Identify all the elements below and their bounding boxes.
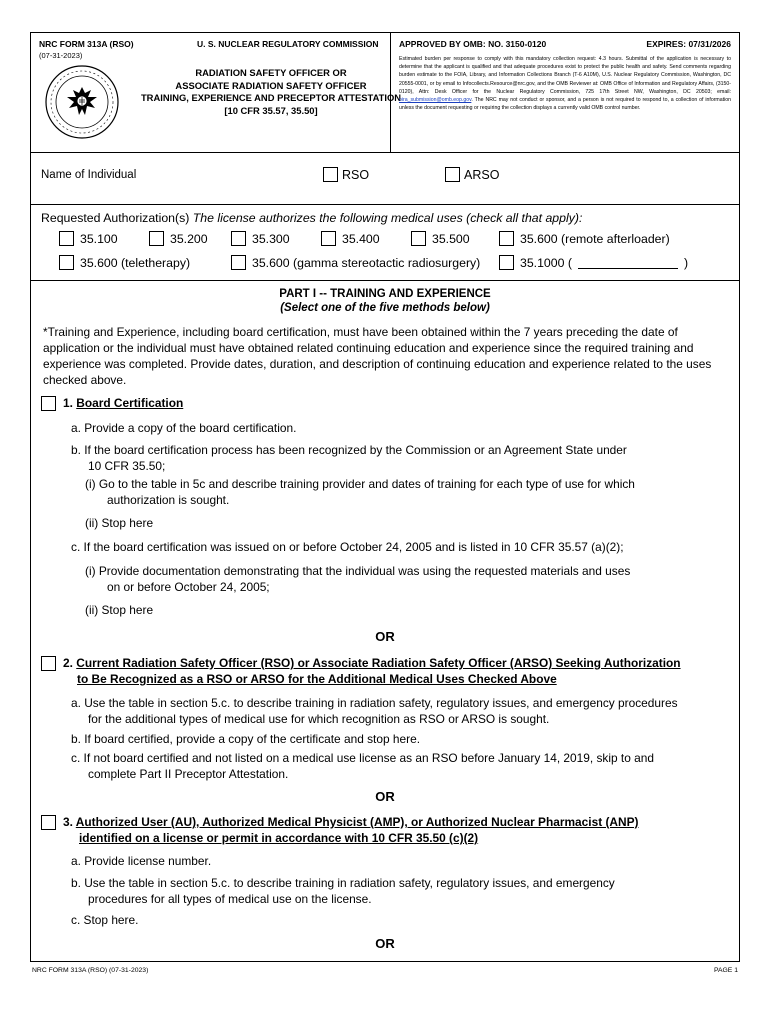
auth-35-200 [149,231,208,246]
auth-label: 35.1000 ( [520,255,572,270]
method-2-step-a: a. Use the table in section 5.c. to describe training in radiation safety, regulatory issues, and emergency procedures [71,696,678,710]
method-2-step-c: c. If not board certified and not listed on a medical use license as an RSO before January 14, 2019, skip to and [71,751,654,765]
auth-checkbox[interactable] [231,255,246,270]
auth-35-600-remote-afterloader [499,231,670,246]
omb-email-link[interactable]: oira_submission@omb.eop.gov [399,97,472,104]
method-number: 3. [63,815,73,829]
auth-checkbox[interactable] [499,231,514,246]
burden-tail: . The NRC may not conduct or sponsor, and a person is not required to respond to, a collection of information unless the document requesting or requiring the collection displays a currently valid OMB control number. [399,97,731,112]
method-1-step-b: b. If the board certification process has been recognized by the Commission or an Agreement State under [71,443,627,457]
auth-checkbox[interactable] [149,231,164,246]
method-1-step-b-cont: 10 CFR 35.50; [88,459,166,473]
method-title-cont: identified on a license or permit in accordance with 10 CFR 35.50 (c)(2) [79,831,479,845]
auth-35-300 [231,231,290,246]
burden-statement [399,55,731,112]
method-title: Current Radiation Safety Officer (RSO) or Associate Radiation Safety Officer (ARSO) Seeking Authorization [76,656,681,670]
method-3-au-amp-anp [41,815,638,831]
method-title: Board Certification [76,396,184,410]
part-1-subtitle: (Select one of the five methods below) [280,302,490,314]
form-title [101,67,441,117]
method-title-cont: to Be Recognized as a RSO or ARSO for the Additional Medical Uses Checked Above [77,672,557,686]
requested-authorizations [31,205,739,281]
method-1-step-b-i: (i) Go to the table in 5c and describe training provider and dates of training for each type of use for which [85,477,635,491]
part-1-heading [31,287,739,315]
requested-label-plain: Requested Authorization(s) [41,211,190,225]
auth-checkbox[interactable] [411,231,426,246]
name-of-individual-label: Name of Individual [41,169,137,181]
auth-checkbox[interactable] [59,231,74,246]
method-2-heading-cont [77,672,557,688]
form-revision-date: (07-31-2023) [39,51,83,60]
auth-35-600-gamma-stereotactic [231,255,480,270]
method-1-step-c-i-cont: on or before October 24, 2005; [107,580,270,594]
name-row [31,153,739,205]
auth-35-500 [411,231,470,246]
method-2-checkbox[interactable] [41,656,56,671]
auth-label: 35.600 (teletherapy) [80,255,191,270]
arso-checkbox[interactable] [445,167,460,182]
auth-35-1000 [499,255,688,270]
or-separator: OR [375,629,395,644]
method-2-heading [63,656,681,672]
method-1-checkbox[interactable] [41,396,56,411]
arso-label: ARSO [464,167,500,182]
auth-checkbox[interactable] [231,231,246,246]
method-1-step-c-ii: (ii) Stop here [85,603,154,617]
part-1-title: PART I -- TRAINING AND EXPERIENCE [279,288,491,300]
auth-label: 35.100 [80,231,118,246]
method-1-step-b-ii: (ii) Stop here [85,516,154,530]
method-2-step-b: b. If board certified, provide a copy of the certificate and stop here. [71,732,420,746]
auth-35-1000-input[interactable] [578,257,678,269]
auth-checkbox[interactable] [59,255,74,270]
header-right-panel [391,33,739,152]
rso-label: RSO [342,167,370,182]
auth-label: 35.500 [432,231,470,246]
method-1-board-certification [41,396,183,412]
auth-checkbox[interactable] [321,231,336,246]
omb-approval: APPROVED BY OMB: NO. 3150-0120 [399,39,547,49]
agency-name: U. S. NUCLEAR REGULATORY COMMISSION [197,39,379,49]
method-1-step-a: a. Provide a copy of the board certification. [71,421,297,435]
method-number: 2. [63,656,73,670]
auth-35-600-teletherapy [59,255,190,270]
requested-label-italic: The license authorizes the following medical uses (check all that apply): [192,211,583,225]
auth-label: 35.600 (gamma stereotactic radiosurgery) [252,255,481,270]
burden-text: Estimated burden per response to comply with this mandatory collection request: 4.3 hours. Submittal of the application is necessary to determine that the applicant is qualified and that adequate procedures exist to protect the public health and safety. Send comments regarding burden estimate to the FOIA, Library, and Information Collections Branch (T-6 A10M), U.S. Nuclear Regulatory Commission, Washington, DC 20555-0001, or by email to Infocollects.Resource@nrc.gov, and the OMB Reviewer at: OMB Office of Information and Regulatory Affairs, (3150-0120), Attn: Desk Officer for the Nuclear Regulatory Commission, 725 17th Street NW, Washington, DC 20503; email: [399,56,731,95]
method-1-step-c: c. If the board certification was issued on or before October 24, 2005 and is listed in 10 CFR 35.57 (a)(2); [71,540,624,554]
auth-35-100 [59,231,118,246]
auth-label: 35.600 (remote afterloader) [520,231,670,246]
form-id: NRC FORM 313A (RSO) [39,39,134,49]
method-3-step-b: b. Use the table in section 5.c. to describe training in radiation safety, regulatory issues, and emergency [71,876,615,890]
form-title-line: RADIATION SAFETY OFFICER OR [195,67,347,78]
training-experience-intro: *Training and Experience, including board certification, must have been obtained within the 7 years preceding the date of application or the individual must have obtained related continuing education and experience since the required training and experience was completed. Provide dates, duration, and description of continuing education and experience related to the uses checked above. [43,325,712,388]
or-separator: OR [375,936,395,951]
method-2-current-rso-arso [41,656,681,672]
method-3-heading [63,815,638,831]
auth-label-close: ) [683,255,689,270]
form-title-line: TRAINING, EXPERIENCE AND PRECEPTOR ATTESTATION [140,92,402,103]
method-1-step-c-i: (i) Provide documentation demonstrating that the individual was using the requested materials and uses [85,564,631,578]
form-header [31,33,739,153]
method-3-heading-cont [79,831,478,847]
form-frame [30,32,740,962]
method-1-step-b-i-cont: authorization is sought. [107,493,230,507]
rso-option [323,167,369,182]
form-title-line: [10 CFR 35.57, 35.50] [224,104,318,116]
header-left-panel [31,33,402,152]
method-2-step-a-cont: for the additional types of medical use for which recognition as RSO or ARSO is sought. [88,712,550,726]
method-3-step-a: a. Provide license number. [71,854,212,868]
method-number: 1. [63,396,73,410]
method-2-step-c-cont: complete Part II Preceptor Attestation. [88,767,289,781]
method-3-checkbox[interactable] [41,815,56,830]
auth-label: 35.300 [252,231,290,246]
rso-checkbox[interactable] [323,167,338,182]
method-1-heading [63,396,183,412]
arso-option [445,167,499,182]
footer-page-number: PAGE 1 [713,967,738,974]
form-title-line: ASSOCIATE RADIATION SAFETY OFFICER [175,79,367,91]
or-separator: OR [375,789,395,804]
expiration-date: EXPIRES: 07/31/2026 [646,39,731,49]
auth-35-400 [321,231,380,246]
auth-label: 35.400 [342,231,380,246]
method-3-step-c: c. Stop here. [71,913,139,927]
auth-checkbox[interactable] [499,255,514,270]
method-3-step-b-cont: procedures for all types of medical use on the license. [88,892,372,906]
requested-authorizations-label [41,211,582,225]
method-title: Authorized User (AU), Authorized Medical Physicist (AMP), or Authorized Nuclear Pharmacist (ANP) [75,815,639,829]
footer-form-id: NRC FORM 313A (RSO) (07-31-2023) [32,967,149,974]
auth-label: 35.200 [170,231,208,246]
